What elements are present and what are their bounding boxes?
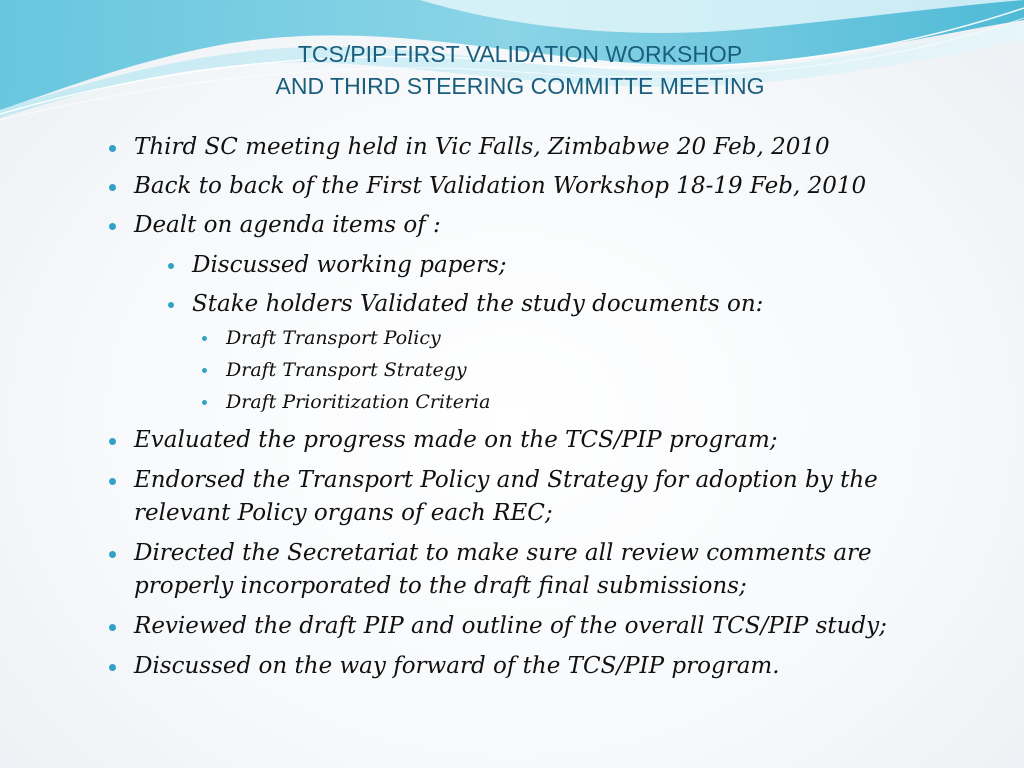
bullet-text: Back to back of the First Validation Workshop 18-19 Feb, 2010 xyxy=(134,173,867,199)
title-line-2: AND THIRD STEERING COMMITTE MEETING xyxy=(275,73,765,99)
bullet-dot-icon xyxy=(109,478,116,485)
bullet-text: Third SC meeting held in Vic Falls, Zimbabwe 20 Feb, 2010 xyxy=(134,134,830,160)
bullet-dot-icon xyxy=(109,184,116,191)
bullet-dot-icon xyxy=(202,336,207,341)
bullet-dot-icon xyxy=(109,438,116,445)
bullet-text: Discussed working papers; xyxy=(192,252,507,278)
bullet-dot-icon xyxy=(109,664,116,671)
sub-sub-bullet-item xyxy=(226,325,441,351)
sub-bullet-item xyxy=(192,288,763,321)
bullet-text: Draft Transport Policy xyxy=(226,327,441,349)
bullet-dot-icon xyxy=(168,263,174,269)
bullet-text: Directed the Secretariat to make sure all review comments are xyxy=(134,540,872,566)
bullet-text-continuation: properly incorporated to the draft final submissions; xyxy=(134,573,747,599)
bullet-text: Dealt on agenda items of : xyxy=(134,212,441,238)
bullet-dot-icon xyxy=(168,302,174,308)
bullet-dot-icon xyxy=(109,145,116,152)
bullet-dot-icon xyxy=(202,368,207,373)
bullet-dot-icon xyxy=(109,624,116,631)
bullet-text: Stake holders Validated the study documents on: xyxy=(192,291,764,317)
bullet-text-continuation: relevant Policy organs of each REC; xyxy=(134,500,553,526)
bullet-text: Evaluated the progress made on the TCS/PIP program; xyxy=(134,427,778,453)
title-line-1: TCS/PIP FIRST VALIDATION WORKSHOP xyxy=(297,41,743,67)
bullet-item xyxy=(134,464,954,530)
bullet-text: Reviewed the draft PIP and outline of the overall TCS/PIP study; xyxy=(134,613,887,639)
sub-bullet-item xyxy=(192,249,507,282)
bullet-dot-icon xyxy=(202,400,207,405)
bullet-dot-icon xyxy=(109,223,116,230)
bullet-dot-icon xyxy=(109,551,116,558)
bullet-item xyxy=(134,537,954,603)
bullet-item xyxy=(134,650,954,683)
sub-sub-bullet-item xyxy=(226,357,467,383)
sub-sub-bullet-item xyxy=(226,389,490,415)
bullet-item xyxy=(134,424,954,457)
bullet-text: Draft Prioritization Criteria xyxy=(226,391,491,413)
bullet-item xyxy=(134,170,954,203)
bullet-text: Endorsed the Transport Policy and Strategy for adoption by the xyxy=(134,467,878,493)
bullet-text: Draft Transport Strategy xyxy=(226,359,467,381)
bullet-text: Discussed on the way forward of the TCS/PIP program. xyxy=(134,653,780,679)
bullet-item xyxy=(134,131,954,164)
bullet-item xyxy=(134,209,954,242)
bullet-item xyxy=(134,610,954,643)
